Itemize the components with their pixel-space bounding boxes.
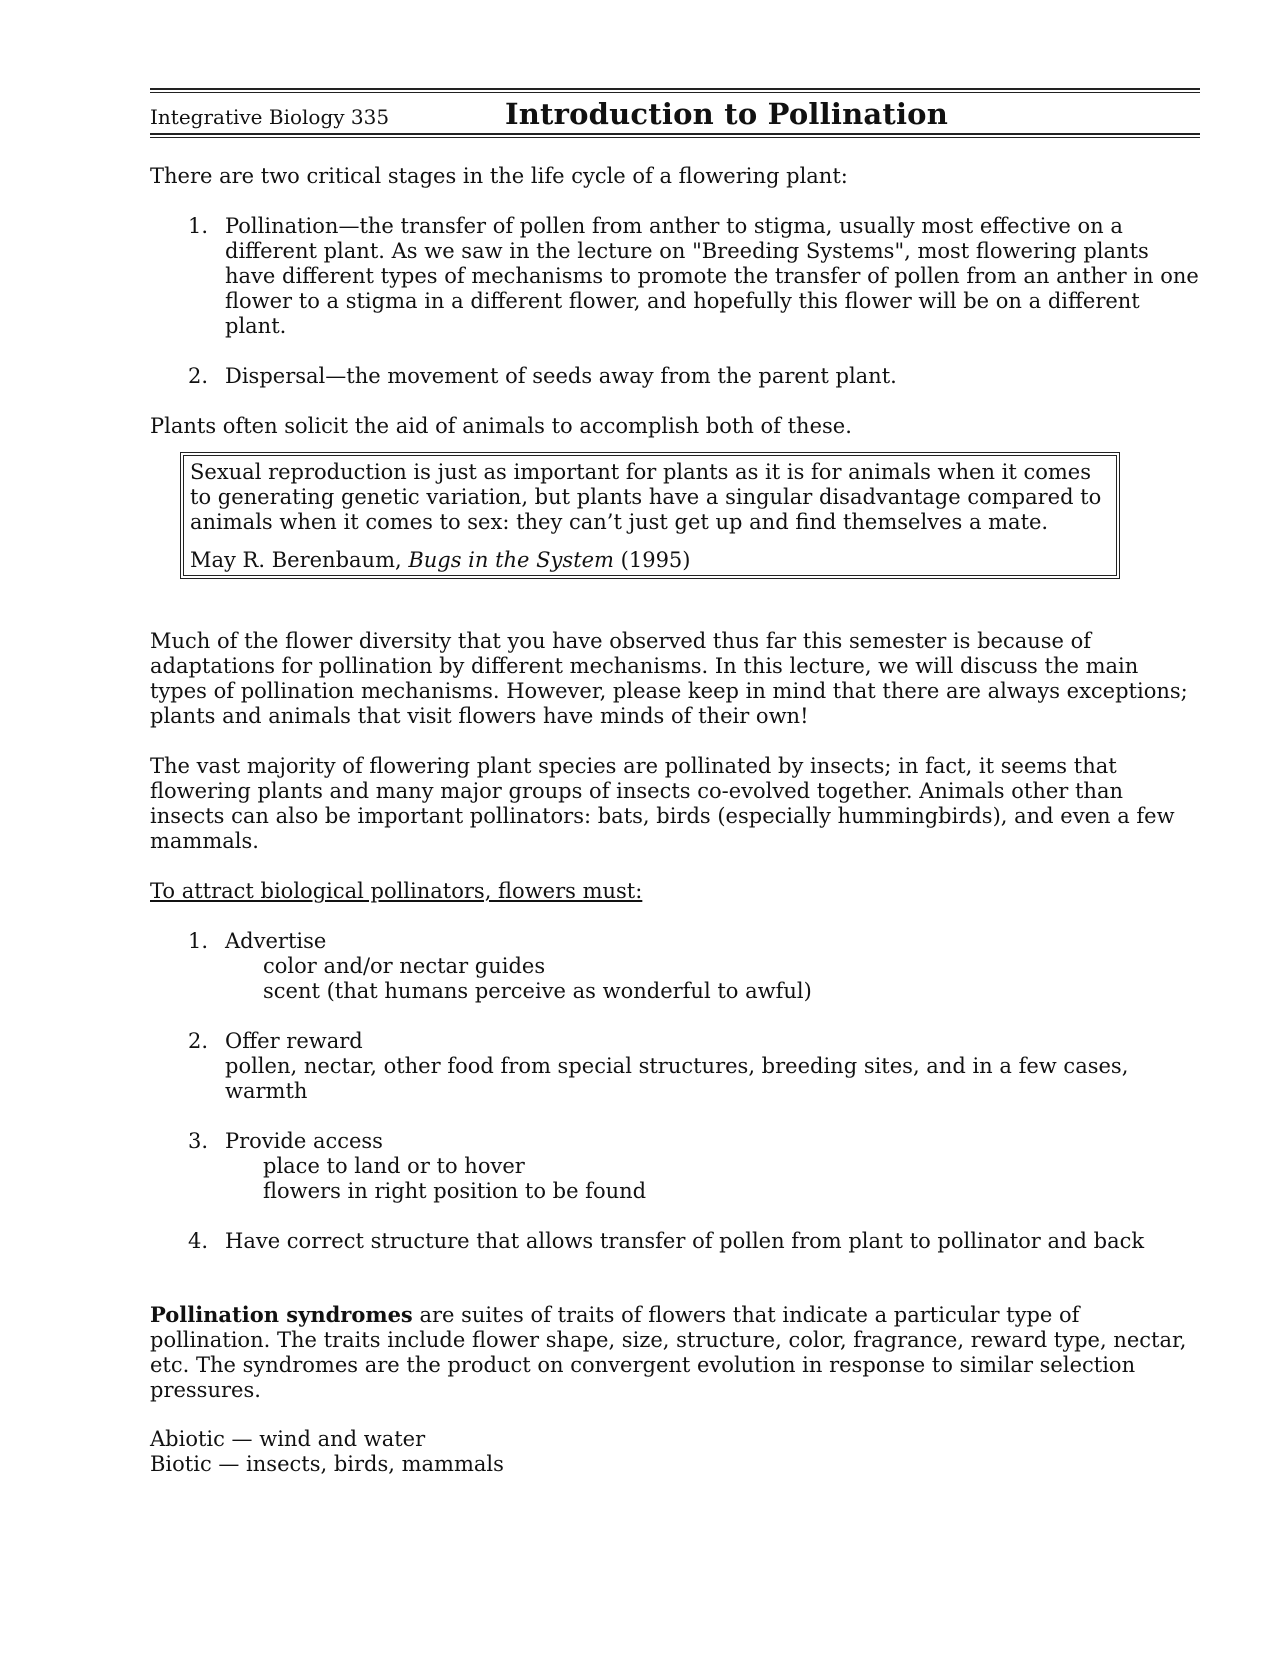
- requirement-detail: pollen, nectar, other food from special structures, breeding sites, and in a few cases, warmth: [225, 1054, 1129, 1103]
- requirement-title: Advertise: [225, 929, 327, 953]
- intro-text: There are two critical stages in the life cycle of a flowering plant:: [150, 164, 848, 188]
- list-number: 4.: [188, 1229, 209, 1253]
- requirement-detail: color and/or nectar guides: [263, 954, 546, 978]
- course-name: Integrative Biology 335: [150, 105, 390, 129]
- requirement-title: Have correct structure that allows transfer of pollen from plant to pollinator and back: [225, 1229, 1145, 1253]
- biotic-line: Biotic — insects, birds, mammals: [150, 1452, 504, 1476]
- quote-box: [180, 452, 1120, 579]
- list-item: [150, 929, 1200, 1004]
- requirement-detail: flowers in right position to be found: [263, 1179, 647, 1203]
- requirement-title: Offer reward: [225, 1029, 363, 1053]
- syndromes-term: Pollination syndromes: [150, 1302, 413, 1327]
- list-item: [150, 1229, 1200, 1254]
- list-item: [150, 214, 1200, 339]
- quote-book: Bugs in the System: [408, 548, 614, 572]
- paragraph-diversity: Much of the flower diversity that you have observed thus far this semester is because of adaptations for pollination by different mechanisms. In this lecture, we will discuss the main types of pollination mechanisms. However, please keep in mind that there are always exceptions; plants and animals that visit flowers have minds of their own!: [150, 629, 1188, 728]
- list-number: 1.: [188, 929, 209, 953]
- list-number: 2.: [188, 364, 209, 388]
- list-number: 2.: [188, 1029, 209, 1053]
- header: [150, 93, 1200, 133]
- paragraph-majority: The vast majority of flowering plant species are pollinated by insects; in fact, it seems that flowering plants and many major groups of insects co-evolved together. Animals other than insects can also be important pollinators: bats, birds (especially hummingbirds), and even a few mammals.: [150, 754, 1175, 853]
- attract-heading: To attract biological pollinators, flowers must:: [150, 879, 643, 903]
- requirement-detail: scent (that humans perceive as wonderful to awful): [263, 979, 812, 1003]
- list-item-text: Pollination—the transfer of pollen from anther to stigma, usually most effective on a different plant. As we saw in the lecture on "Breeding Systems", most flowering plants have different types of mechanisms to promote the transfer of pollen from an anther in one flower to a stigma in a different flower, and hopefully this flower will be on a different plant.: [225, 214, 1199, 338]
- stages-list: [150, 214, 1200, 389]
- solicit-text: Plants often solicit the aid of animals to accomplish both of these.: [150, 414, 852, 438]
- page-title: Introduction to Pollination: [505, 97, 948, 131]
- list-item: [150, 1129, 1200, 1204]
- requirement-detail: place to land or to hover: [263, 1154, 525, 1178]
- quote-citation: [190, 548, 1110, 573]
- list-item-text: Dispersal—the movement of seeds away from the parent plant.: [225, 364, 897, 388]
- syndromes-paragraph: [150, 1302, 1200, 1403]
- requirement-title: Provide access: [225, 1129, 383, 1153]
- list-number: 3.: [188, 1129, 209, 1153]
- requirements-list: [150, 929, 1200, 1254]
- document-page: [150, 88, 1200, 1477]
- quote-year: (1995): [613, 548, 691, 572]
- abiotic-line: Abiotic — wind and water: [150, 1427, 426, 1451]
- syndromes-text: are suites of traits of flowers that indicate a particular type of pollination. The traits include flower shape, size, structure, color, fragrance, reward type, nectar, etc. The syndromes are the product on convergent evolution in response to similar selection pressures.: [150, 1303, 1187, 1402]
- header-bottom-rule: [150, 133, 1200, 138]
- list-item: [150, 364, 1200, 389]
- quote-author: May R. Berenbaum,: [190, 548, 409, 572]
- list-number: 1.: [188, 214, 209, 238]
- list-item: [150, 1029, 1200, 1104]
- quote-text: Sexual reproduction is just as important for plants as it is for animals when it comes to generating genetic variation, but plants have a singular disadvantage compared to animals when it comes to sex: they can’t just get up and find themselves a mate.: [190, 460, 1102, 534]
